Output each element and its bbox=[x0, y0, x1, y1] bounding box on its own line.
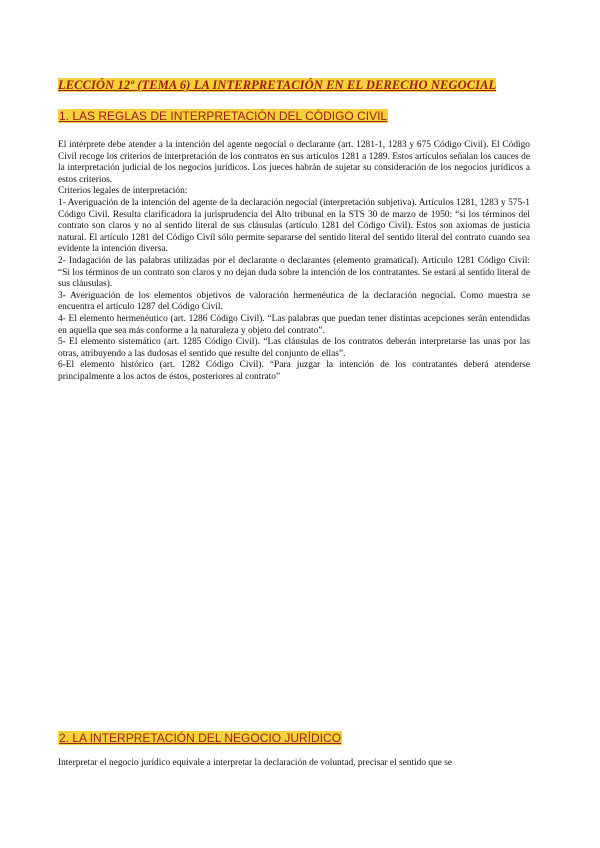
paragraph-criterion-1: 1- Averiguación de la intención del agente de la declaración negocial (interpretación subjetiva). Artículos 1281, 1283 y 575-1 Código Civil. Resulta clarificadora la jurisprudencia del Alto tribunal en la STS 30 de marzo de 1950: “si los términos del contrato son claros y no al sentido literal de sus cláusulas (artículo 1281 del Código Civil). Estos son axiomas de justicia natural. El artículo 1281 del Código Civil sólo permite separarse del sentido literal del sentido literal del contrato cuando sea evidente la intención diversa. bbox=[58, 197, 530, 255]
lesson-title-rest: EN EL DERECHO NEGOCIAL bbox=[322, 78, 497, 92]
paragraph-intro: El intérprete debe atender a la intención del agente negocial o declarante (art. 1281-1, 1283 y 675 Código Civil). El Código Civil recoge los criterios de interpretación de los contratos en sus artículos 1281 a 1289. Estos artículos señalan los cauces de la interpretación judicial de los negocios jurídicos. Los jueces habrán de sujetar su consideración de los negocios jurídicos a estos criterios. bbox=[58, 140, 530, 185]
section-2-heading: 2. LA INTERPRETACIÓN DEL NEGOCIO JURÍDICO bbox=[59, 731, 342, 745]
paragraph-section-2: Interpretar el negocio jurídico equivale a interpretar la declaración de voluntad, precisar el sentido que se bbox=[58, 758, 453, 768]
lesson-title bbox=[58, 78, 496, 93]
lesson-title-main: LECCIÓN 12º (TEMA 6) LA INTERPRETACIÓN bbox=[58, 78, 323, 92]
section-1 bbox=[58, 76, 530, 383]
paragraph-criterion-6: 6-El elemento histórico (art. 1282 Código Civil). “Para juzgar la intención de los contratantes deberá atenderse principalmente a los actos de éstos, posteriores al contrato” bbox=[58, 360, 530, 382]
paragraph-criteria-label: Criterios legales de interpretación: bbox=[58, 186, 188, 197]
section-2 bbox=[58, 729, 530, 770]
paragraph-criterion-4: 4- El elemento hermenéutico (art. 1286 Código Civil). “Las palabras que puedan tener distintas acepciones serán entendidas en aquella que sea más conforme a la naturaleza y objeto del contrato”. bbox=[58, 313, 530, 336]
paragraph-criterion-2: 2- Indagación de las palabras utilizadas por el declarante o declarantes (elemento gramatical). Artículo 1281 Código Civil: “Si los términos de un contrato son claros y no dejan duda sobre la intención de los contratantes. Se estará al sentido literal de sus cláusulas). bbox=[58, 255, 530, 290]
paragraph-criterion-5: 5- El elemento sistemático (art. 1285 Código Civil). “Las cláusulas de los contratos deberán interpretarse las unas por las otras, atribuyendo a las dudosas el sentido que resulte del conjunto de ellas”. bbox=[58, 337, 530, 359]
paragraph-criterion-3: 3- Averiguación de los elementos objetivos de valoración hermenéutica de la declaración negocial. Como muestra se encuentra el artículo 1287 del Código Civil. bbox=[58, 290, 530, 313]
section-1-heading: 1. LAS REGLAS DE INTERPRETACIÓN DEL CÓDIGO CIVIL bbox=[59, 109, 388, 123]
